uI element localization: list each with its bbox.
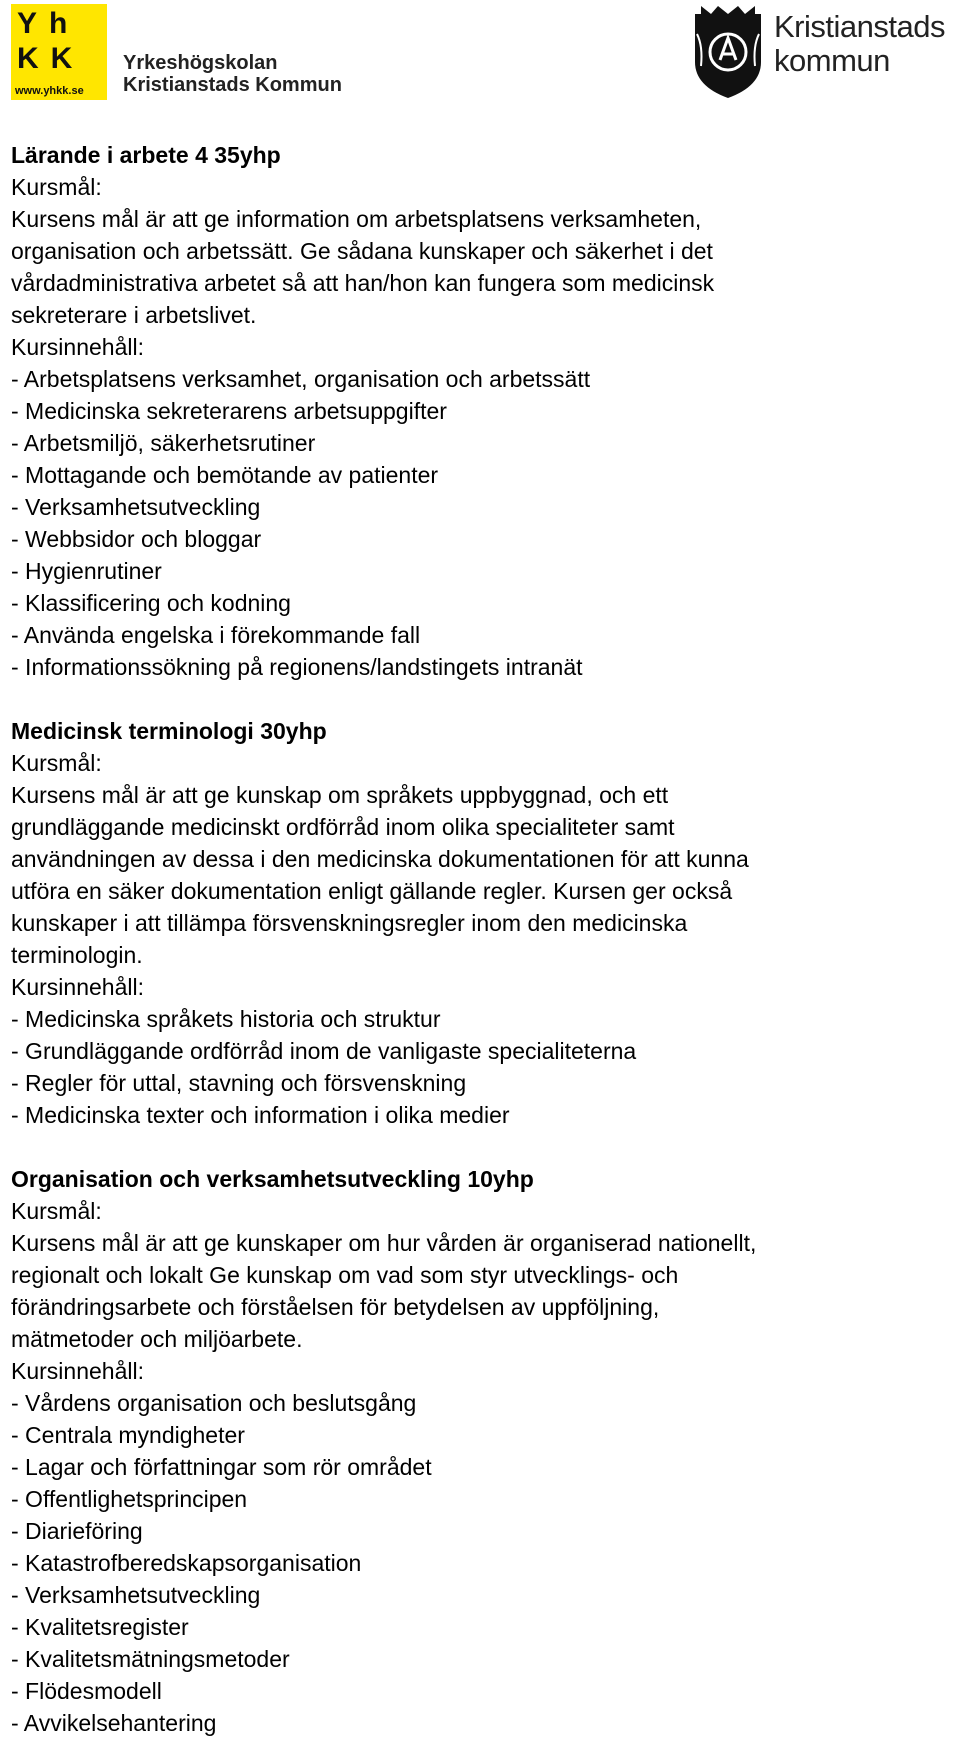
goal-text-line: regionalt och lokalt Ge kunskap om vad som styr utvecklings- och bbox=[11, 1262, 679, 1288]
content-list-item: - Lagar och författningar som rör området bbox=[11, 1454, 432, 1480]
content-list-item: - Offentlighetsprincipen bbox=[11, 1486, 248, 1512]
course-heading: Lärande i arbete 4 35yhp bbox=[11, 142, 281, 168]
content-list-item: - Medicinska språkets historia och struktur bbox=[11, 1006, 441, 1032]
section-spacer bbox=[11, 1131, 951, 1163]
course-section bbox=[11, 1163, 951, 1739]
content-list-item: - Mottagande och bemötande av patienter bbox=[11, 462, 439, 488]
content-list-item: - Katastrofberedskapsorganisation bbox=[11, 1550, 362, 1576]
goal-text-line: förändringsarbete och förståelsen för betydelsen av uppföljning, bbox=[11, 1294, 660, 1320]
goal-text-line: vårdadministrativa arbetet så att han/hon kan fungera som medicinsk bbox=[11, 270, 715, 296]
document-body bbox=[11, 139, 951, 1739]
content-list-item: - Webbsidor och bloggar bbox=[11, 526, 262, 552]
yh-logo-name bbox=[123, 52, 342, 96]
goal-text-line: Kursens mål är att ge information om arbetsplatsens verksamheten, bbox=[11, 206, 702, 232]
goal-text-line: kunskaper i att tillämpa försvenskningsregler inom den medicinska bbox=[11, 910, 688, 936]
kristianstad-name-line2: kommun bbox=[774, 43, 890, 78]
content-list-item: - Diarieföring bbox=[11, 1518, 143, 1544]
content-list-item: - Centrala myndigheter bbox=[11, 1422, 245, 1448]
content-list-item: - Arbetsplatsens verksamhet, organisation och arbetssätt bbox=[11, 366, 591, 392]
course-heading: Organisation och verksamhetsutveckling 10yhp bbox=[11, 1166, 534, 1192]
content-list-item: - Verksamhetsutveckling bbox=[11, 494, 261, 520]
content-list-item: - Grundläggande ordförråd inom de vanligaste specialiteterna bbox=[11, 1038, 637, 1064]
goal-text-line: användningen av dessa i den medicinska dokumentationen för att kunna bbox=[11, 846, 749, 872]
yh-logo-letters: Yh KK bbox=[17, 7, 85, 75]
content-list-item: - Vårdens organisation och beslutsgång bbox=[11, 1390, 417, 1416]
course-section bbox=[11, 715, 951, 1131]
page-header bbox=[0, 0, 960, 110]
content-list-item: - Arbetsmiljö, säkerhetsrutiner bbox=[11, 430, 316, 456]
goal-text-line: utföra en säker dokumentation enligt gällande regler. Kursen ger också bbox=[11, 878, 733, 904]
course-section bbox=[11, 139, 951, 683]
goal-text-line: terminologin. bbox=[11, 942, 143, 968]
content-label: Kursinnehåll: bbox=[11, 1358, 144, 1384]
content-label: Kursinnehåll: bbox=[11, 334, 144, 360]
content-list-item: - Verksamhetsutveckling bbox=[11, 1582, 261, 1608]
goal-text-line: mätmetoder och miljöarbete. bbox=[11, 1326, 303, 1352]
content-list-item: - Använda engelska i förekommande fall bbox=[11, 622, 421, 648]
section-spacer bbox=[11, 683, 951, 715]
content-list-item: - Informationssökning på regionens/landstingets intranät bbox=[11, 654, 583, 680]
content-list-item: - Klassificering och kodning bbox=[11, 590, 291, 616]
content-list-item: - Hygienrutiner bbox=[11, 558, 162, 584]
goal-text-line: grundläggande medicinskt ordförråd inom olika specialiteter samt bbox=[11, 814, 675, 840]
goal-text-line: organisation och arbetssätt. Ge sådana kunskaper och säkerhet i det bbox=[11, 238, 713, 264]
content-label: Kursinnehåll: bbox=[11, 974, 144, 1000]
kristianstad-kommun-name bbox=[774, 10, 945, 78]
yh-logo-badge bbox=[11, 4, 107, 100]
content-list-item: - Medicinska sekreterarens arbetsuppgifter bbox=[11, 398, 447, 424]
goal-text-line: Kursens mål är att ge kunskaper om hur vården är organiserad nationellt, bbox=[11, 1230, 757, 1256]
goal-text-line: Kursens mål är att ge kunskap om språkets uppbyggnad, och ett bbox=[11, 782, 669, 808]
goal-label: Kursmål: bbox=[11, 750, 102, 776]
course-heading: Medicinsk terminologi 30yhp bbox=[11, 718, 327, 744]
goal-label: Kursmål: bbox=[11, 174, 102, 200]
kristianstad-crest-icon bbox=[691, 4, 765, 100]
content-list-item: - Kvalitetsregister bbox=[11, 1614, 189, 1640]
content-list-item: - Regler för uttal, stavning och försvenskning bbox=[11, 1070, 467, 1096]
content-list-item: - Flödesmodell bbox=[11, 1678, 162, 1704]
yh-logo-name-line1: Yrkeshögskolan bbox=[123, 52, 278, 74]
content-list-item: - Avvikelsehantering bbox=[11, 1710, 217, 1736]
goal-label: Kursmål: bbox=[11, 1198, 102, 1224]
yh-logo-url: www.yhkk.se bbox=[15, 85, 84, 97]
content-list-item: - Kvalitetsmätningsmetoder bbox=[11, 1646, 290, 1672]
yh-logo-name-line2: Kristianstads Kommun bbox=[123, 74, 342, 96]
goal-text-line: sekreterare i arbetslivet. bbox=[11, 302, 257, 328]
content-list-item: - Medicinska texter och information i olika medier bbox=[11, 1102, 510, 1128]
kristianstad-name-line1: Kristianstads bbox=[774, 9, 945, 44]
